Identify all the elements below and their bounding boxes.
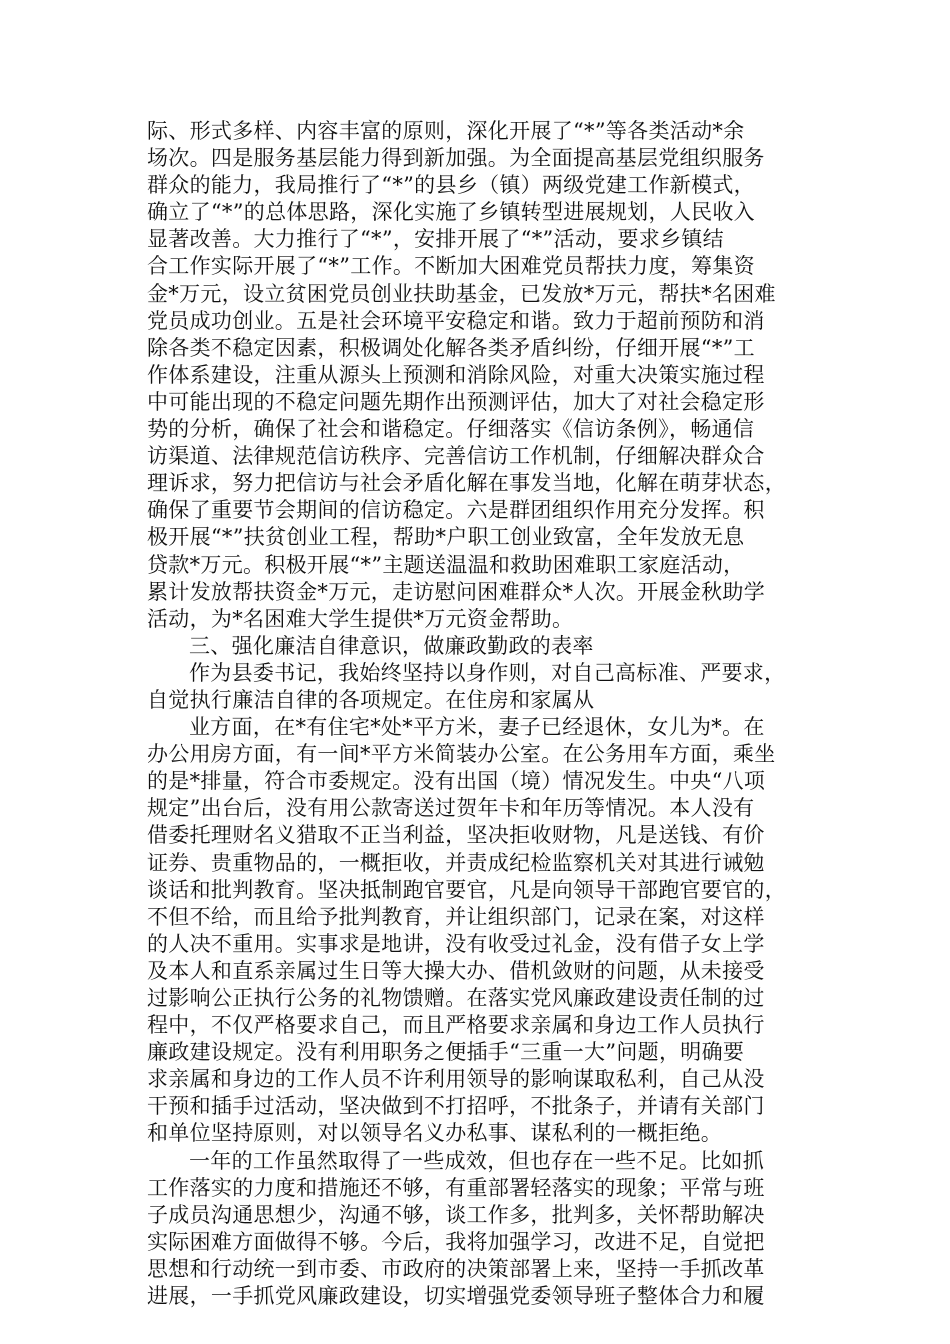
document-body — [147, 118, 827, 1310]
text-line: 的是*排量，符合市委规定。没有出国（境）情况发生。中央“八项 — [147, 769, 766, 794]
text-line: 求亲属和身边的工作人员不许利用领导的影响谋取私利，自己从没 — [147, 1067, 765, 1092]
text-line: 规定”出台后，没有用公款寄送过贺年卡和年历等情况。本人没有 — [147, 796, 755, 821]
text-line: 谈话和批判教育。坚决抵制跑官要官，凡是向领导干部跑官要官的， — [147, 877, 786, 902]
text-line: 业方面，在*有住宅*处*平方米，妻子已经退休，女儿为*。在 — [189, 715, 765, 740]
text-line: 的人决不重用。实事求是地讲，没有收受过礼金，没有借子女上学 — [147, 931, 765, 956]
text-line: 中可能出现的不稳定问题先期作出预测评估，加大了对社会稳定形 — [147, 389, 765, 414]
text-line: 除各类不稳定因素，积极调处化解各类矛盾纠纷，仔细开展“*”工 — [147, 335, 755, 360]
text-line: 自觉执行廉洁自律的各项规定。在住房和家属从 — [147, 687, 595, 712]
text-line: 累计发放帮扶资金*万元，走访慰问困难群众*人次。开展金秋助学 — [147, 579, 765, 604]
text-line: 不但不给，而且给予批判教育，并让组织部门，记录在案，对这样 — [147, 904, 765, 929]
text-line: 访渠道、法律规范信访秩序、完善信访工作机制，仔细解决群众合 — [147, 444, 765, 469]
text-line: 实际困难方面做得不够。今后，我将加强学习，改进不足，自觉把 — [147, 1229, 765, 1254]
text-line: 证券、贵重物品的，一概拒收，并责成纪检监察机关对其进行诫勉 — [147, 850, 765, 875]
text-line: 廉政建设规定。没有利用职务之便插手“三重一大”问题，明确要 — [147, 1040, 745, 1065]
text-line: 办公用房方面，有一间*平方米简装办公室。在公务用车方面，乘坐 — [147, 742, 776, 767]
text-line: 作为县委书记，我始终坚持以身作则，对自己高标准、严要求， — [189, 660, 786, 685]
text-line: 进展，一手抓党风廉政建设，切实增强党委领导班子整体合力和履 — [147, 1284, 765, 1309]
text-line: 三、强化廉洁自律意识，做廉政勤政的表率 — [189, 633, 594, 658]
text-line: 确立了“*”的总体思路，深化实施了乡镇转型进展规划，人民收入 — [147, 200, 755, 225]
text-line: 借委托理财名义猎取不正当利益，坚决拒收财物，凡是送钱、有价 — [147, 823, 765, 848]
text-line: 贷款*万元。积极开展“*”主题送温温和救助困难职工家庭活动， — [147, 552, 745, 577]
text-line: 金*万元，设立贫困党员创业扶助基金，已发放*万元，帮扶*名困难 — [147, 281, 776, 306]
text-line: 过影响公正执行公务的礼物馈赠。在落实党风廉政建设责任制的过 — [147, 986, 765, 1010]
text-line: 活动，为*名困难大学生提供*万元资金帮助。 — [147, 606, 574, 631]
text-line: 际、形式多样、内容丰富的原则，深化开展了“*”等各类活动*余 — [147, 119, 745, 143]
text-line: 干预和插手过活动，坚决做到不打招呼，不批条子，并请有关部门 — [147, 1094, 765, 1119]
text-line: 作体系建设，注重从源头上预测和消除风险，对重大决策实施过程 — [147, 362, 765, 387]
text-line: 理诉求，努力把信访与社会矛盾化解在事发当地，化解在萌芽状态， — [147, 471, 786, 496]
text-line: 思想和行动统一到市委、市政府的决策部署上来，坚持一手抓改革 — [147, 1256, 765, 1281]
text-line: 党员成功创业。五是社会环境平安稳定和谐。致力于超前预防和消 — [147, 308, 765, 333]
text-line: 子成员沟通思想少，沟通不够，谈工作多，批判多，关怀帮助解决 — [147, 1202, 765, 1227]
text-line: 一年的工作虽然取得了一些成效，但也存在一些不足。比如抓 — [189, 1148, 765, 1173]
text-line: 及本人和直系亲属过生日等大操大办、借机敛财的问题，从未接受 — [147, 958, 765, 983]
text-line: 极开展“*”扶贫创业工程，帮助*户职工创业致富，全年发放无息 — [147, 525, 745, 550]
text-line: 程中，不仅严格要求自己，而且严格要求亲属和身边工作人员执行 — [147, 1013, 765, 1038]
text-line: 合工作实际开展了“*”工作。不断加大困难党员帮扶力度，筹集资 — [147, 254, 755, 279]
text-line: 工作落实的力度和措施还不够，有重部署轻落实的现象；平常与班 — [147, 1175, 765, 1200]
text-line: 和单位坚持原则，对以领导名义办私事、谋私利的一概拒绝。 — [147, 1121, 723, 1146]
text-line: 显著改善。大力推行了“*”，安排开展了“*”活动，要求乡镇结 — [147, 227, 724, 252]
text-line: 群众的能力，我局推行了“*”的县乡（镇）两级党建工作新模式， — [147, 173, 755, 198]
text-line: 势的分析，确保了社会和谐稳定。仔细落实《信访条例》，畅通信 — [147, 417, 755, 442]
text-line: 场次。四是服务基层能力得到新加强。为全面提高基层党组织服务 — [147, 146, 765, 171]
text-line: 确保了重要节会期间的信访稳定。六是群团组织作用充分发挥。积 — [147, 498, 765, 523]
